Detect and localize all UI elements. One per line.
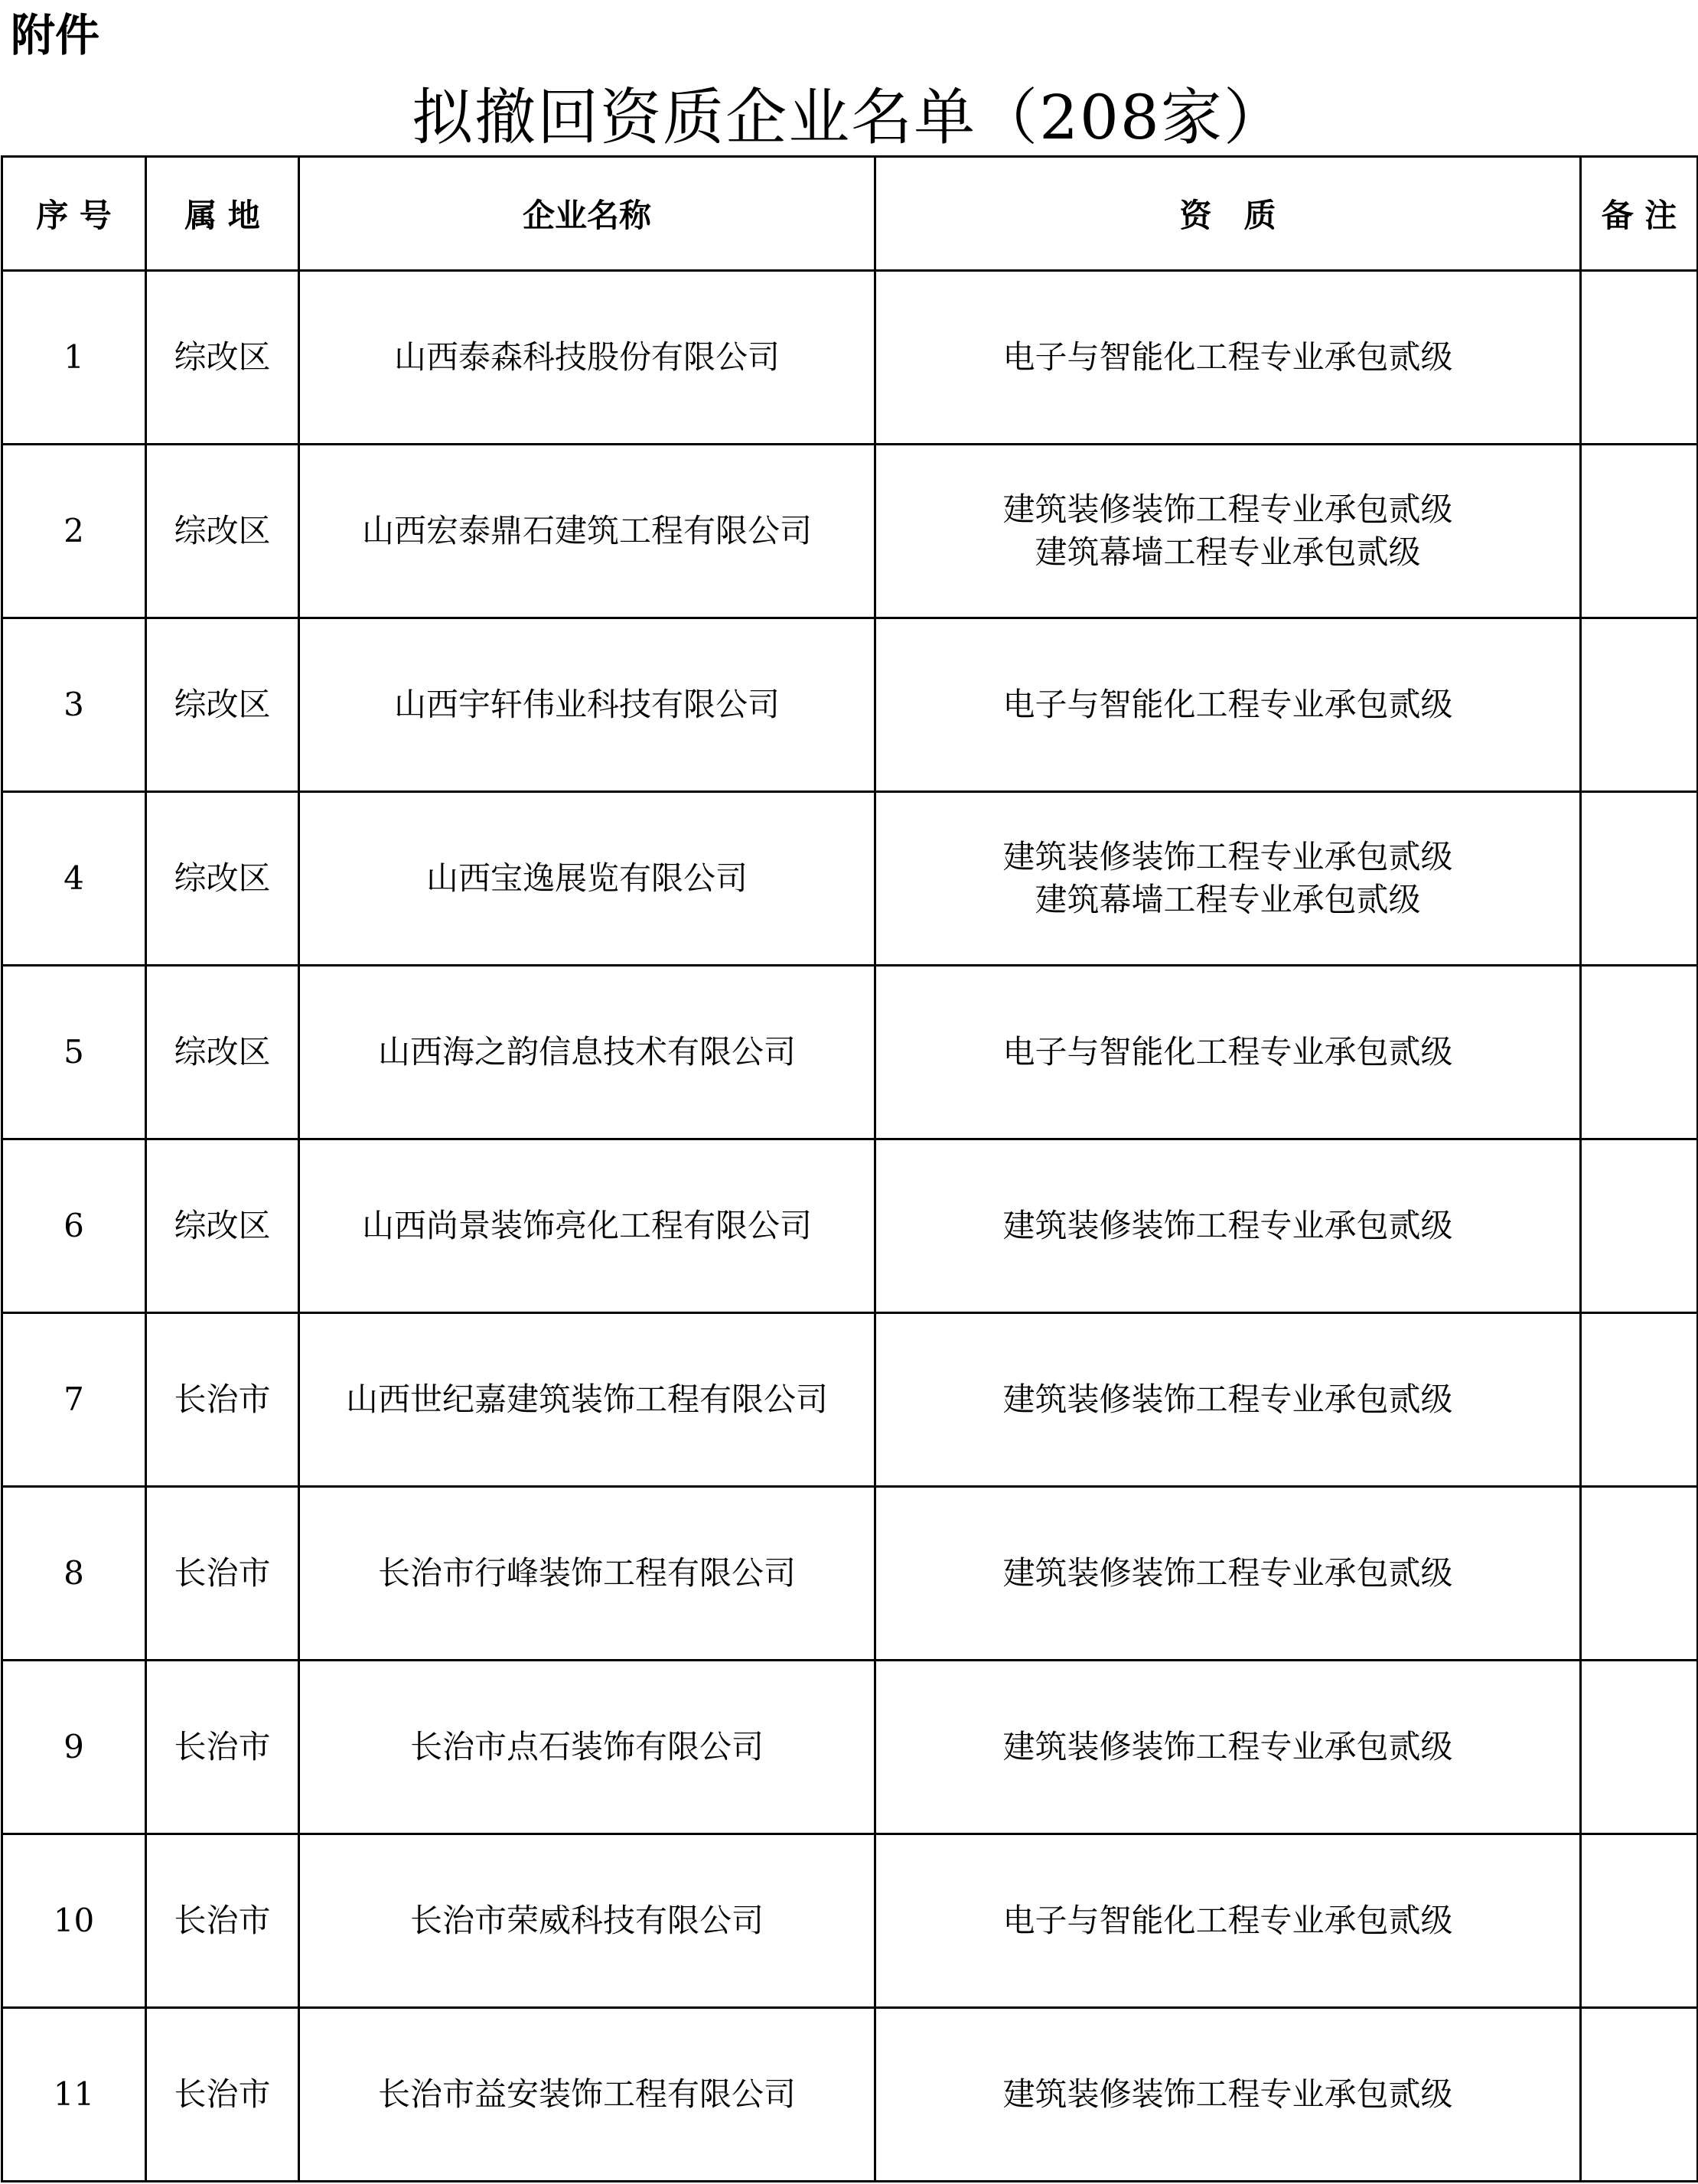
row-seq: 9 xyxy=(2,1661,146,1834)
row-company xyxy=(299,445,875,618)
qualification-item: 建筑装修装饰工程专业承包贰级 xyxy=(1002,1207,1453,1244)
row-remarks xyxy=(1581,1834,1698,2008)
row-qualification xyxy=(875,1487,1581,1661)
row-company xyxy=(299,271,875,445)
table-row xyxy=(2,1313,1698,1487)
row-remarks xyxy=(1581,966,1698,1139)
row-qualification xyxy=(875,271,1581,445)
row-company xyxy=(299,1834,875,2008)
row-qualification xyxy=(875,2008,1581,2182)
company-name: 山西世纪嘉建筑装饰工程有限公司 xyxy=(345,1380,828,1418)
qualification-item: 建筑装修装饰工程专业承包贰级 xyxy=(1002,838,1453,875)
row-location: 长治市 xyxy=(146,2008,299,2182)
company-name: 山西宝逸展览有限公司 xyxy=(425,859,748,897)
row-location: 长治市 xyxy=(146,1661,299,1834)
row-location: 综改区 xyxy=(146,792,299,966)
company-name: 长治市行峰装饰工程有限公司 xyxy=(377,1554,796,1592)
qualification-item: 建筑装修装饰工程专业承包贰级 xyxy=(1002,1554,1453,1592)
row-company xyxy=(299,618,875,792)
row-location: 综改区 xyxy=(146,1139,299,1313)
row-location: 综改区 xyxy=(146,271,299,445)
qualification-item: 电子与智能化工程专业承包贰级 xyxy=(1002,1902,1453,1939)
row-remarks xyxy=(1581,1313,1698,1487)
row-company xyxy=(299,2008,875,2182)
row-qualification xyxy=(875,1661,1581,1834)
row-company xyxy=(299,1139,875,1313)
row-qualification xyxy=(875,1834,1581,2008)
row-remarks xyxy=(1581,1139,1698,1313)
qualification-item: 建筑装修装饰工程专业承包贰级 xyxy=(1002,1380,1453,1418)
row-location: 长治市 xyxy=(146,1487,299,1661)
table-header-row xyxy=(2,157,1698,271)
attachment-label: 附件 xyxy=(11,9,100,61)
qualification-item: 电子与智能化工程专业承包贰级 xyxy=(1002,686,1453,723)
row-company xyxy=(299,1487,875,1661)
row-qualification xyxy=(875,1313,1581,1487)
row-company xyxy=(299,792,875,966)
row-remarks xyxy=(1581,271,1698,445)
row-qualification xyxy=(875,966,1581,1139)
row-qualification xyxy=(875,445,1581,618)
row-seq: 1 xyxy=(2,271,146,445)
qualification-item: 建筑装修装饰工程专业承包贰级 xyxy=(1002,1728,1453,1765)
table-row xyxy=(2,966,1698,1139)
table-row xyxy=(2,792,1698,966)
row-remarks xyxy=(1581,445,1698,618)
header-seq: 序 号 xyxy=(2,157,146,271)
header-qualification: 资 质 xyxy=(875,157,1581,271)
company-name: 山西宏泰鼎石建筑工程有限公司 xyxy=(361,512,812,549)
row-seq: 5 xyxy=(2,966,146,1139)
row-qualification xyxy=(875,618,1581,792)
row-company xyxy=(299,966,875,1139)
row-location: 综改区 xyxy=(146,618,299,792)
row-remarks xyxy=(1581,2008,1698,2182)
table-row xyxy=(2,618,1698,792)
row-company xyxy=(299,1313,875,1487)
row-remarks xyxy=(1581,1487,1698,1661)
header-company: 企业名称 xyxy=(299,157,875,271)
qualification-item: 建筑装修装饰工程专业承包贰级 xyxy=(1002,2075,1453,2113)
company-name: 山西尚景装饰亮化工程有限公司 xyxy=(361,1207,812,1244)
qualification-item: 建筑装修装饰工程专业承包贰级 xyxy=(1002,491,1453,528)
row-location: 长治市 xyxy=(146,1834,299,2008)
qualification-item: 电子与智能化工程专业承包贰级 xyxy=(1002,338,1453,376)
row-seq: 3 xyxy=(2,618,146,792)
company-name: 长治市荣威科技有限公司 xyxy=(409,1902,764,1939)
header-remarks: 备 注 xyxy=(1581,157,1698,271)
row-seq: 2 xyxy=(2,445,146,618)
row-seq: 4 xyxy=(2,792,146,966)
table-row xyxy=(2,271,1698,445)
row-remarks xyxy=(1581,792,1698,966)
table-row xyxy=(2,2008,1698,2182)
document-title: 拟撤回资质企业名单（208家） xyxy=(412,82,1286,153)
company-name: 山西泰森科技股份有限公司 xyxy=(393,338,780,376)
row-seq: 7 xyxy=(2,1313,146,1487)
row-remarks xyxy=(1581,618,1698,792)
table-row xyxy=(2,1139,1698,1313)
row-location: 长治市 xyxy=(146,1313,299,1487)
company-name: 山西海之韵信息技术有限公司 xyxy=(377,1033,796,1071)
row-seq: 11 xyxy=(2,2008,146,2182)
company-name: 长治市益安装饰工程有限公司 xyxy=(377,2075,796,2113)
row-qualification xyxy=(875,1139,1581,1313)
row-location: 综改区 xyxy=(146,966,299,1139)
table-row xyxy=(2,1661,1698,1834)
row-seq: 10 xyxy=(2,1834,146,2008)
qualification-item: 建筑幕墙工程专业承包贰级 xyxy=(1035,533,1421,571)
row-company xyxy=(299,1661,875,1834)
company-name: 长治市点石装饰有限公司 xyxy=(409,1728,764,1765)
qualification-item: 电子与智能化工程专业承包贰级 xyxy=(1002,1033,1453,1071)
table-row xyxy=(2,1834,1698,2008)
row-seq: 6 xyxy=(2,1139,146,1313)
header-location: 属 地 xyxy=(146,157,299,271)
qualification-item: 建筑幕墙工程专业承包贰级 xyxy=(1035,881,1421,918)
company-name: 山西宇轩伟业科技有限公司 xyxy=(393,686,780,723)
table-row xyxy=(2,445,1698,618)
table-row xyxy=(2,1487,1698,1661)
company-list-table xyxy=(1,155,1698,2182)
row-remarks xyxy=(1581,1661,1698,1834)
row-location: 综改区 xyxy=(146,445,299,618)
row-seq: 8 xyxy=(2,1487,146,1661)
row-qualification xyxy=(875,792,1581,966)
